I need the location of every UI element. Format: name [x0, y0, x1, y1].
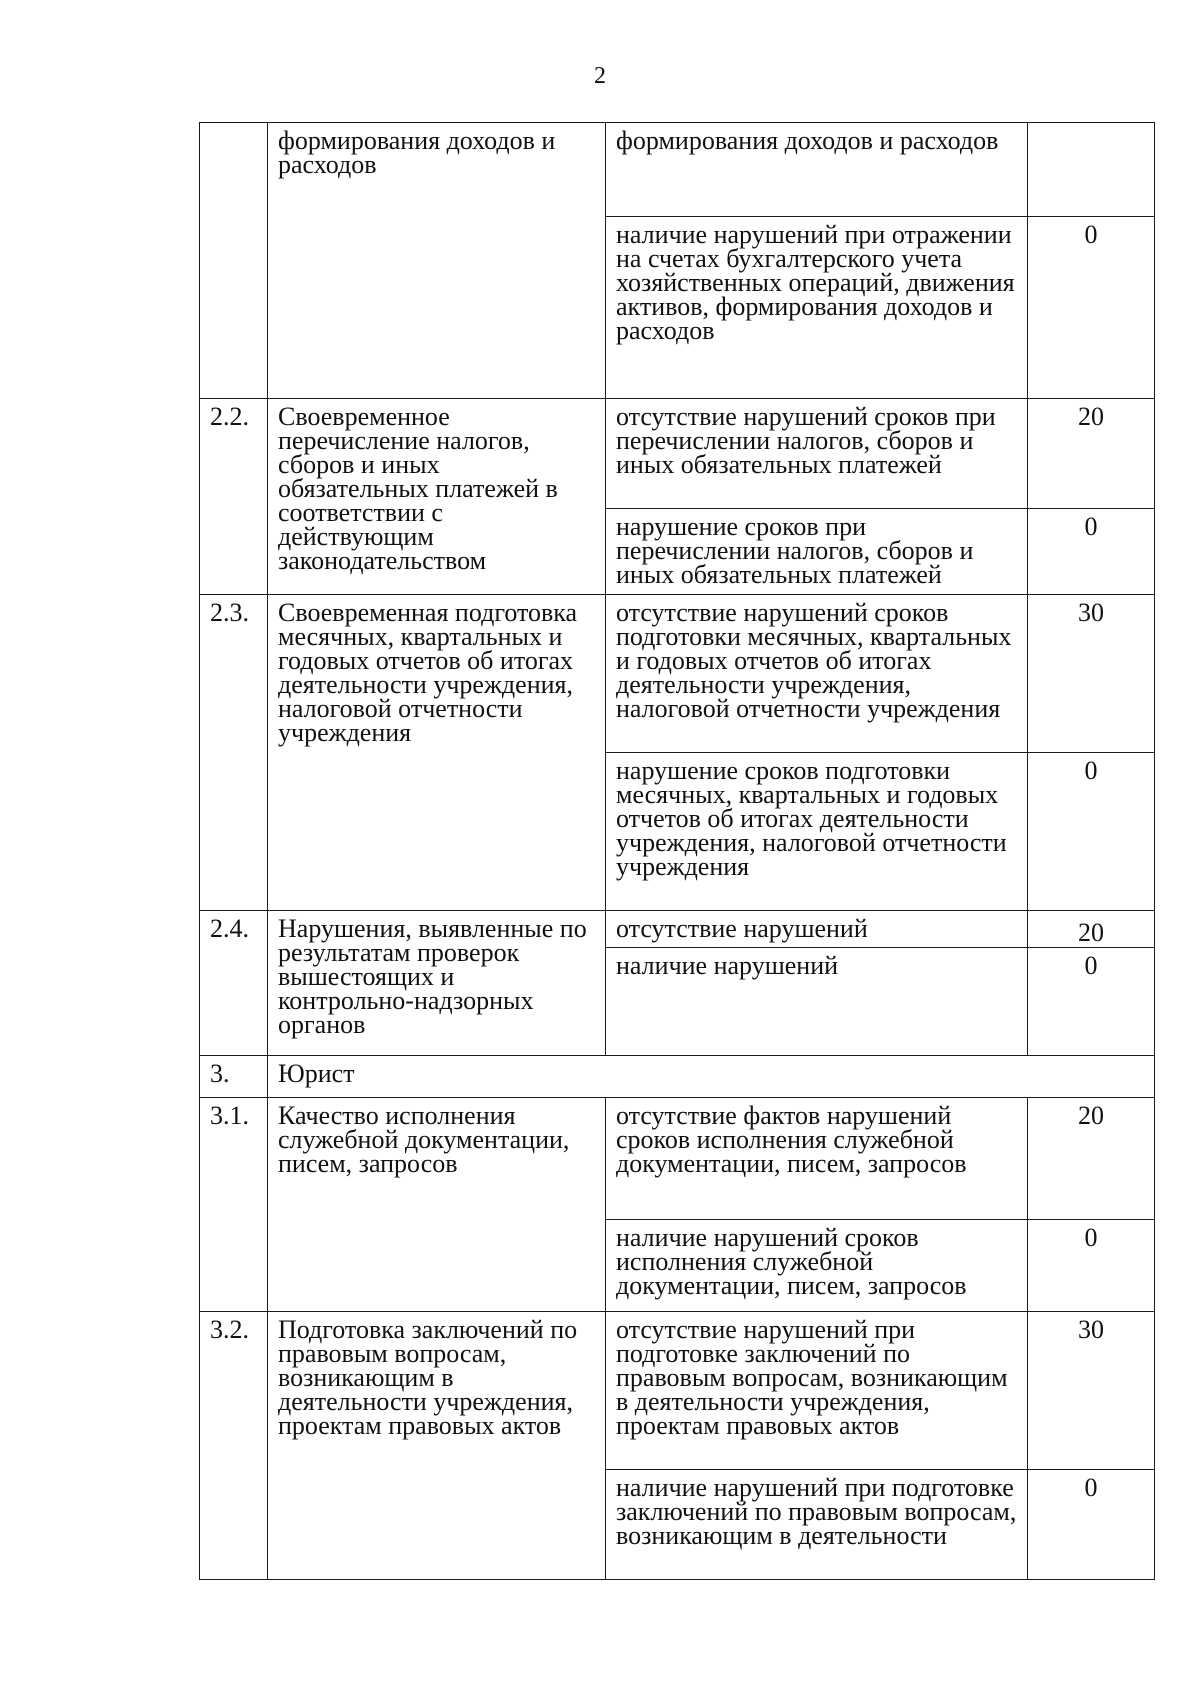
table-row — [200, 595, 1155, 753]
section-number: 3. — [200, 1056, 268, 1098]
points-value — [1028, 123, 1155, 217]
criterion-number: 3.2. — [200, 1312, 268, 1580]
points-value: 0 — [1028, 948, 1155, 1056]
points-value: 0 — [1028, 217, 1155, 399]
criteria-table — [199, 122, 1155, 1580]
criterion-name: Своевременное перечисление налогов, сборов и иных обязательных платежей в соответствии с действующим законодательством — [268, 399, 606, 595]
points-value: 0 — [1028, 1470, 1155, 1580]
criterion-number — [200, 123, 268, 399]
table-row — [200, 123, 1155, 217]
criterion-number: 3.1. — [200, 1098, 268, 1312]
points-value: 0 — [1028, 1220, 1155, 1312]
condition-text: наличие нарушений сроков исполнения служебной документации, писем, запросов — [606, 1220, 1028, 1312]
table-row — [200, 399, 1155, 509]
points-value: 0 — [1028, 753, 1155, 911]
criterion-name: Своевременная подготовка месячных, квартальных и годовых отчетов об итогах деятельности учреждения, налоговой отчетности учреждения — [268, 595, 606, 911]
points-value: 0 — [1028, 509, 1155, 595]
points-value: 20 — [1028, 1098, 1155, 1220]
condition-text: отсутствие нарушений сроков подготовки месячных, квартальных и годовых отчетов об итогах деятельности учреждения, налоговой отчетности учреждения — [606, 595, 1028, 753]
condition-text: наличие нарушений при подготовке заключений по правовым вопросам, возникающим в деятельности — [606, 1470, 1028, 1580]
section-title: Юрист — [268, 1056, 1155, 1098]
section-row — [200, 1056, 1155, 1098]
criterion-number: 2.3. — [200, 595, 268, 911]
condition-text: наличие нарушений при отражении на счетах бухгалтерского учета хозяйственных операций, движения активов, формирования доходов и расходов — [606, 217, 1028, 399]
condition-text: отсутствие нарушений сроков при перечислении налогов, сборов и иных обязательных платежей — [606, 399, 1028, 509]
condition-text: отсутствие нарушений при подготовке заключений по правовым вопросам, возникающим в деятельности учреждения, проектам правовых актов — [606, 1312, 1028, 1470]
points-value: 30 — [1028, 595, 1155, 753]
page-number: 2 — [594, 63, 606, 89]
points-value: 20 — [1028, 399, 1155, 509]
condition-text: нарушение сроков при перечислении налогов, сборов и иных обязательных платежей — [606, 509, 1028, 595]
criterion-name: Качество исполнения служебной документации, писем, запросов — [268, 1098, 606, 1312]
criterion-number: 2.4. — [200, 911, 268, 1056]
criterion-name: Нарушения, выявленные по результатам проверок вышестоящих и контрольно-надзорных органов — [268, 911, 606, 1056]
criterion-name: Подготовка заключений по правовым вопросам, возникающим в деятельности учреждения, проектам правовых актов — [268, 1312, 606, 1580]
table-row — [200, 911, 1155, 948]
points-value: 30 — [1028, 1312, 1155, 1470]
table-row — [200, 1312, 1155, 1470]
condition-text: отсутствие нарушений — [606, 911, 1028, 948]
condition-text: отсутствие фактов нарушений сроков исполнения служебной документации, писем, запросов — [606, 1098, 1028, 1220]
criterion-number: 2.2. — [200, 399, 268, 595]
condition-text: наличие нарушений — [606, 948, 1028, 1056]
table-row — [200, 1098, 1155, 1220]
points-value: 20 — [1028, 911, 1155, 948]
condition-text: нарушение сроков подготовки месячных, квартальных и годовых отчетов об итогах деятельности учреждения, налоговой отчетности учреждения — [606, 753, 1028, 911]
criterion-name: формирования доходов и расходов — [268, 123, 606, 399]
condition-text: формирования доходов и расходов — [606, 123, 1028, 217]
